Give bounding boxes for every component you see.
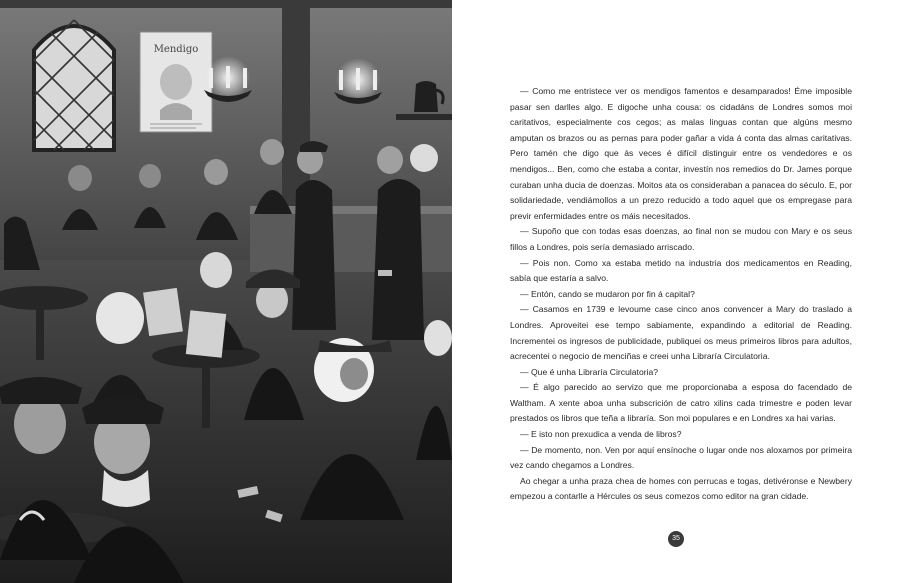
paragraph: — Pois non. Como xa estaba metido na industria dos medicamentos en Reading, sabía que estaría a salvo. bbox=[510, 257, 852, 284]
leaded-window bbox=[34, 20, 114, 150]
paragraph: — Supoño que con todas esas doenzas, ao final non se mudou con Mary e os seus fillos a Londres, pois sería demasiado arriscado. bbox=[510, 226, 852, 252]
paragraph: — Que é unha Libraría Circulatoria? bbox=[520, 366, 659, 377]
poster-title: Mendigo bbox=[153, 44, 199, 55]
paragraph: Ao chegar a unha praza chea de homes con perrucas e togas, detivéronse e Newbery empezou a contarlle a Hércules os seus comezos como editor na gran cidade. bbox=[510, 475, 852, 502]
paragraph: — Como me entristece ver os mendigos famentos e desamparados! Éme imposible pasar sen darlles algo. E digoche unha cousa: os cidadáns de Londres somos moi caritativos, especialmente cos cegos; as malas linguas contan que algúns mesmo amputan os brazos ou as pernas para poder gañar a vida á conta das almas caritativas. Pero tamén che digo que ás veces é difícil distinguir entre os vendedores e os mendigos... Ben, como che estaba a contar, investín nos remedios do Dr. James porque curaban unha ducia de doenzas. Moitos ata os consideraban a panacea do século. E, por solidariedade, vendiámollos a un prezo reducido a todo aquel que os empregase para previr enfermidades entre os máis necesitados. bbox=[510, 86, 852, 221]
paragraph: — Entón, cando se mudaron por fin á capital? bbox=[520, 288, 695, 299]
paragraph: — De momento, non. Ven por aquí ensínoche o lugar onde nos aloxamos por primeira vez cando chegamos a Londres. bbox=[510, 444, 852, 471]
page-body bbox=[510, 84, 852, 505]
paragraph: — Casamos en 1739 e levoume case cinco anos convencer a Mary do traslado a Londres. Aproveitei ese tempo sabiamente, expandindo a editorial de Reading. Incrementei os ingresos de publicidade, publiquei os meus primeiros libros para adultos, acrecentei o negocio de menciñas e creei unha Libraría Circulatoria. bbox=[510, 304, 852, 362]
page-number-badge: 35 bbox=[668, 531, 684, 547]
text-page bbox=[452, 0, 900, 583]
wanted-poster bbox=[140, 32, 212, 132]
paragraph: — É algo parecido ao servizo que me proporcionaba a esposa do facendado de Waltham. A xente aboa unha subscrición de catro xilins cada trimestre e poden levar prestados os libros que teña a libraría. Son moi populares e en Londres xa hai varias. bbox=[510, 382, 852, 424]
paragraph: — E isto non prexudica a venda de libros? bbox=[520, 429, 682, 440]
